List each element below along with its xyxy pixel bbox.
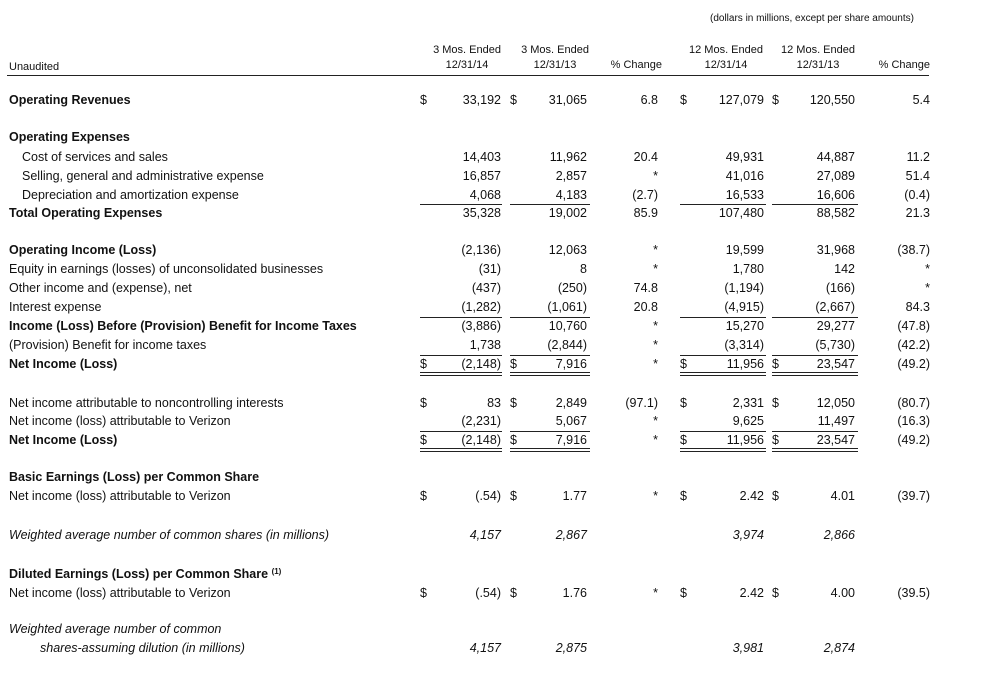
row-label (9, 433, 117, 448)
pct-change-cell: 20.8 (633, 300, 658, 314)
value-cell: 1.76 (562, 586, 587, 600)
value-cell: 142 (834, 262, 855, 276)
dollar-sign: $ (772, 357, 779, 371)
pct-change-cell: (42.2) (897, 338, 930, 352)
row-label-text: Selling, general and administrative expense (22, 169, 264, 183)
total-double-rule (772, 372, 858, 376)
value-cell: 1,780 (732, 262, 764, 276)
value-cell: 127,079 (718, 93, 764, 107)
row-label-text: Equity in earnings (losses) of unconsolidated businesses (9, 262, 324, 276)
row-label-text: (Provision) Benefit for income taxes (9, 338, 207, 352)
row-label (22, 150, 168, 165)
value-cell: 4.00 (830, 586, 855, 600)
dollar-sign: $ (510, 489, 517, 503)
total-double-rule (510, 372, 590, 376)
value-cell: 10,760 (548, 319, 587, 333)
row-label (9, 470, 259, 485)
row-label (9, 396, 283, 411)
value-cell: 16,533 (725, 188, 764, 202)
dollar-sign: $ (680, 396, 687, 410)
value-cell: 2.42 (739, 586, 764, 600)
unaudited-label: Unaudited (9, 61, 60, 73)
value-cell: (4,915) (724, 300, 764, 314)
dollar-sign: $ (420, 93, 427, 107)
value-cell: 2,331 (732, 396, 764, 410)
subtotal-rule (420, 317, 502, 318)
row-label (9, 130, 130, 145)
row-label-text: Basic Earnings (Loss) per Common Share (9, 470, 260, 484)
row-label-text: Net Income (Loss) (9, 433, 118, 447)
pct-change-cell: 85.9 (633, 206, 658, 220)
subtotal-rule (510, 355, 590, 356)
row-label (9, 300, 101, 315)
pct-change-cell: (49.2) (897, 433, 930, 447)
value-cell: 11,497 (817, 414, 855, 428)
value-cell: 35,328 (462, 206, 501, 220)
value-cell: 12,050 (816, 396, 855, 410)
col-header-fy-2014: 12 Mos. Ended 12/31/14 (689, 44, 763, 71)
dollar-sign: $ (510, 93, 517, 107)
value-cell: 83 (487, 396, 501, 410)
pct-change-cell: (39.7) (897, 489, 930, 503)
value-cell: 4,068 (469, 188, 501, 202)
value-cell: 2,857 (555, 169, 587, 183)
value-cell: (437) (471, 281, 501, 295)
row-label-text: Net income (loss) attributable to Verizon (9, 586, 231, 600)
value-cell: 15,270 (725, 319, 764, 333)
dollar-sign: $ (510, 433, 517, 447)
row-label (9, 319, 357, 334)
value-cell: (3,886) (461, 319, 501, 333)
dollar-sign: $ (680, 93, 687, 107)
pct-change-cell: 21.3 (905, 206, 930, 220)
row-label-text: Operating Revenues (9, 93, 131, 107)
row-label (9, 262, 323, 277)
value-cell: (3,314) (724, 338, 764, 352)
dollar-sign: $ (420, 357, 427, 371)
dollar-sign: $ (772, 433, 779, 447)
pct-change-cell: (16.3) (897, 414, 930, 428)
col-header-q-pct-change: % Change (610, 59, 662, 71)
value-cell: (1,194) (724, 281, 764, 295)
value-cell: 23,547 (816, 357, 855, 371)
pct-change-cell: (47.8) (897, 319, 930, 333)
value-cell: 19,599 (725, 243, 764, 257)
subtotal-rule (680, 317, 766, 318)
subtotal-rule (420, 431, 502, 432)
pct-change-cell: (38.7) (897, 243, 930, 257)
pct-change-cell: (39.5) (897, 586, 930, 600)
value-cell: 2,867 (555, 528, 587, 542)
row-label-text: shares-assuming dilution (in millions) (40, 641, 245, 655)
row-label-text: Operating Income (Loss) (9, 243, 157, 257)
value-cell: 11,956 (726, 433, 764, 447)
value-cell: (1,061) (547, 300, 587, 314)
value-cell: 14,403 (462, 150, 501, 164)
col-header-q4-2013: 3 Mos. Ended 12/31/13 (521, 44, 589, 71)
row-label-text: Income (Loss) Before (Provision) Benefit for Income Taxes (9, 319, 357, 333)
row-label (9, 281, 192, 296)
value-cell: 49,931 (725, 150, 764, 164)
value-cell: 41,016 (725, 169, 764, 183)
dollar-sign: $ (510, 586, 517, 600)
value-cell: (2,148) (461, 357, 501, 371)
total-double-rule (680, 448, 766, 452)
value-cell: 5,067 (555, 414, 587, 428)
row-label (9, 414, 231, 429)
row-label (9, 622, 221, 637)
row-label (9, 338, 206, 353)
row-label (9, 489, 231, 504)
row-label (40, 641, 245, 656)
value-cell: (5,730) (815, 338, 855, 352)
row-label-text: Net income (loss) attributable to Verizon (9, 489, 231, 503)
value-cell: 16,857 (462, 169, 501, 183)
header-rule (7, 75, 929, 76)
total-double-rule (772, 448, 858, 452)
footnote-marker: (1) (271, 567, 282, 576)
pct-change-cell: 6.8 (640, 93, 658, 107)
row-label-text: Cost of services and sales (22, 150, 168, 164)
row-label (9, 586, 231, 601)
total-double-rule (680, 372, 766, 376)
pct-change-cell: (80.7) (897, 396, 930, 410)
dollar-sign: $ (420, 489, 427, 503)
value-cell: 27,089 (816, 169, 855, 183)
row-label (22, 188, 239, 203)
subtotal-rule (510, 204, 590, 205)
row-label (9, 206, 162, 221)
subtotal-rule (772, 317, 858, 318)
value-cell: 44,887 (816, 150, 855, 164)
pct-change-cell: * (925, 262, 930, 276)
subtotal-rule (680, 355, 766, 356)
value-cell: (2,136) (461, 243, 501, 257)
value-cell: 3,974 (732, 528, 764, 542)
value-cell: 2.42 (739, 489, 764, 503)
col-header-q4-2014: 3 Mos. Ended 12/31/14 (433, 44, 501, 71)
subtotal-rule (772, 204, 858, 205)
value-cell: 7,916 (555, 433, 587, 447)
value-cell: 11,956 (726, 357, 764, 371)
pct-change-cell: (0.4) (904, 188, 930, 202)
total-double-rule (420, 448, 502, 452)
pct-change-cell: 51.4 (905, 169, 930, 183)
row-label (9, 93, 131, 108)
value-cell: 4,157 (469, 528, 501, 542)
dollar-sign: $ (772, 396, 779, 410)
row-label-text: Other income and (expense), net (9, 281, 192, 295)
value-cell: 16,606 (816, 188, 855, 202)
dollar-sign: $ (680, 489, 687, 503)
dollar-sign: $ (772, 586, 779, 600)
value-cell: (2,148) (461, 433, 501, 447)
dollar-sign: $ (680, 586, 687, 600)
row-label-text: Weighted average number of common shares (in millions) (9, 528, 330, 542)
row-label-text: Net income (loss) attributable to Verizon (9, 414, 231, 428)
value-cell: 2,874 (823, 641, 855, 655)
value-cell: 29,277 (816, 319, 855, 333)
row-label-text: Operating Expenses (9, 130, 130, 144)
pct-change-cell: 74.8 (633, 281, 658, 295)
row-label (22, 169, 264, 184)
pct-change-cell: * (653, 338, 658, 352)
dollar-sign: $ (510, 357, 517, 371)
value-cell: (2,667) (815, 300, 855, 314)
value-cell: 33,192 (462, 93, 501, 107)
subtotal-rule (510, 317, 590, 318)
dollar-sign: $ (772, 93, 779, 107)
subtotal-rule (680, 204, 766, 205)
pct-change-cell: * (653, 414, 658, 428)
value-cell: 1.77 (562, 489, 587, 503)
col-header-fy-2013: 12 Mos. Ended 12/31/13 (781, 44, 855, 71)
units-note: (dollars in millions, except per share amounts) (710, 13, 914, 24)
pct-change-cell: * (653, 169, 658, 183)
pct-change-cell: * (653, 243, 658, 257)
row-label (9, 567, 281, 582)
subtotal-rule (420, 204, 502, 205)
row-label (9, 357, 117, 372)
dollar-sign: $ (420, 396, 427, 410)
value-cell: 107,480 (718, 206, 764, 220)
value-cell: 8 (580, 262, 587, 276)
value-cell: 11,962 (549, 150, 587, 164)
subtotal-rule (680, 431, 766, 432)
col-header-fy-pct-change: % Change (878, 59, 930, 71)
dollar-sign: $ (680, 357, 687, 371)
pct-change-cell: * (653, 319, 658, 333)
value-cell: (2,231) (461, 414, 501, 428)
total-double-rule (510, 448, 590, 452)
value-cell: 31,065 (548, 93, 587, 107)
value-cell: 2,875 (555, 641, 587, 655)
pct-change-cell: * (653, 586, 658, 600)
row-label-text: Net income attributable to noncontrolling interests (9, 396, 284, 410)
dollar-sign: $ (772, 489, 779, 503)
value-cell: 19,002 (548, 206, 587, 220)
value-cell: 4,157 (469, 641, 501, 655)
value-cell: (31) (478, 262, 501, 276)
subtotal-rule (420, 355, 502, 356)
row-label-text: Interest expense (9, 300, 102, 314)
value-cell: 4,183 (555, 188, 587, 202)
total-double-rule (420, 372, 502, 376)
dollar-sign: $ (680, 433, 687, 447)
dollar-sign: $ (420, 433, 427, 447)
value-cell: 9,625 (732, 414, 764, 428)
row-label (9, 243, 156, 258)
row-label (9, 528, 329, 543)
value-cell: (166) (825, 281, 855, 295)
subtotal-rule (510, 431, 590, 432)
value-cell: 88,582 (816, 206, 855, 220)
value-cell: 31,968 (816, 243, 855, 257)
value-cell: 7,916 (555, 357, 587, 371)
value-cell: (250) (557, 281, 587, 295)
row-label-text: Net Income (Loss) (9, 357, 118, 371)
pct-change-cell: 5.4 (912, 93, 930, 107)
pct-change-cell: 11.2 (906, 150, 930, 164)
row-label-text: Diluted Earnings (Loss) per Common Share (9, 567, 269, 581)
pct-change-cell: * (653, 262, 658, 276)
value-cell: (.54) (475, 586, 501, 600)
subtotal-rule (772, 355, 858, 356)
row-label-text: Weighted average number of common (9, 622, 222, 636)
pct-change-cell: * (653, 489, 658, 503)
value-cell: 3,981 (732, 641, 764, 655)
dollar-sign: $ (510, 396, 517, 410)
pct-change-cell: (49.2) (897, 357, 930, 371)
value-cell: (2,844) (547, 338, 587, 352)
value-cell: (.54) (475, 489, 501, 503)
pct-change-cell: * (925, 281, 930, 295)
value-cell: 23,547 (816, 433, 855, 447)
value-cell: 12,063 (548, 243, 587, 257)
pct-change-cell: 84.3 (905, 300, 930, 314)
pct-change-cell: * (653, 357, 658, 371)
row-label-text: Depreciation and amortization expense (22, 188, 239, 202)
value-cell: 2,866 (823, 528, 855, 542)
pct-change-cell: (97.1) (625, 396, 658, 410)
value-cell: 120,550 (809, 93, 855, 107)
subtotal-rule (772, 431, 858, 432)
value-cell: 1,738 (469, 338, 501, 352)
row-label-text: Total Operating Expenses (9, 206, 163, 220)
value-cell: (1,282) (461, 300, 501, 314)
value-cell: 2,849 (555, 396, 587, 410)
pct-change-cell: 20.4 (633, 150, 658, 164)
pct-change-cell: (2.7) (632, 188, 658, 202)
pct-change-cell: * (653, 433, 658, 447)
value-cell: 4.01 (830, 489, 855, 503)
dollar-sign: $ (420, 586, 427, 600)
